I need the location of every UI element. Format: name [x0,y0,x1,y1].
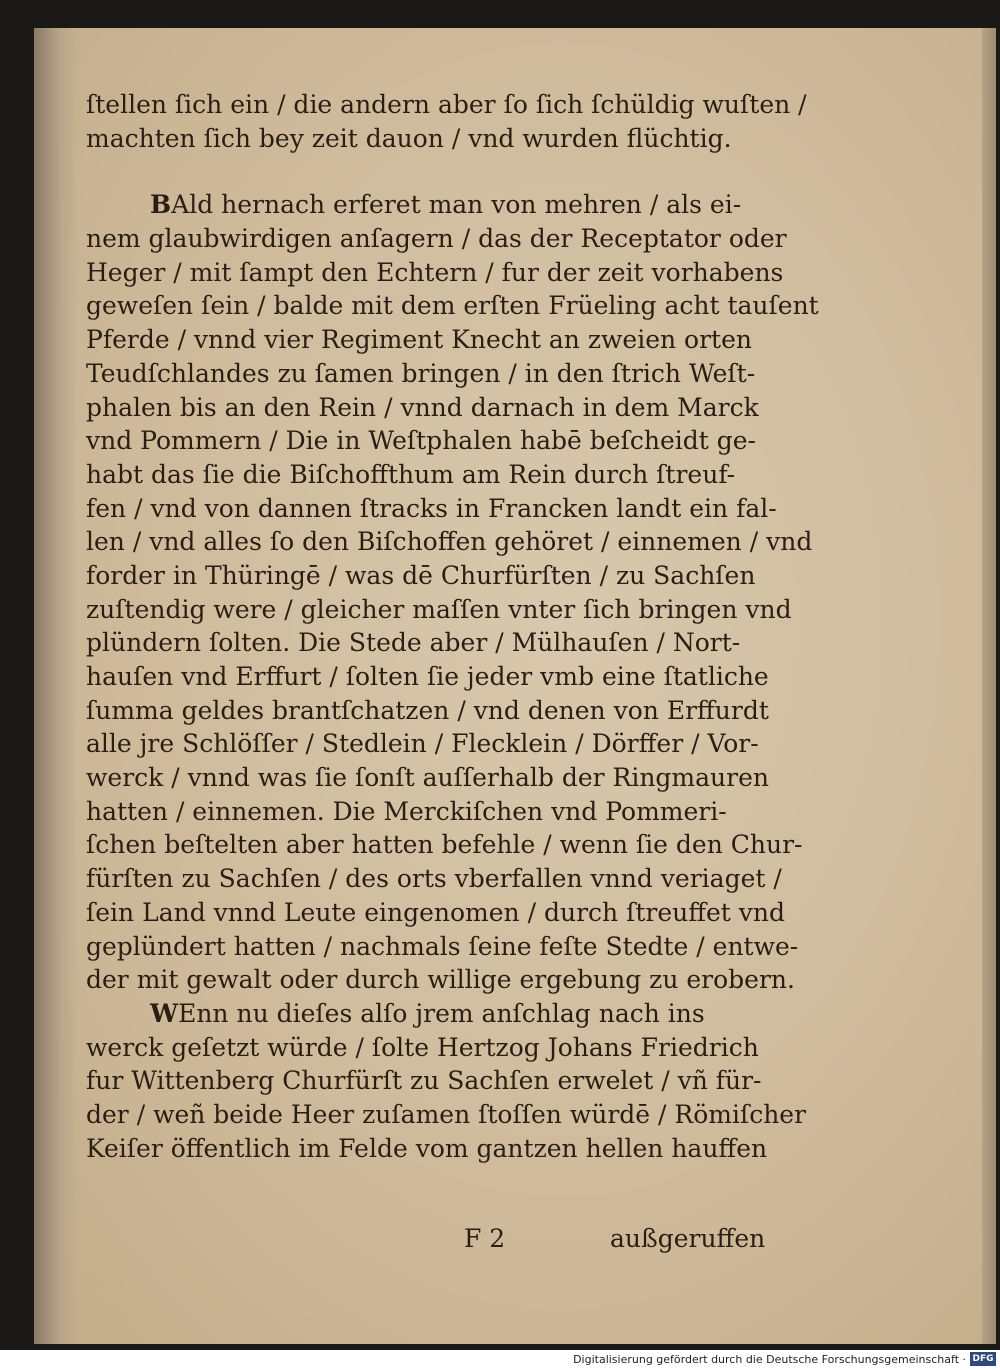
text-line: ſtellen ſich ein / die andern aber ſo ſich ſchüldig wuſten / [86,90,807,119]
text-line: vnd Pommern / Die in Weſtphalen habē beſcheidt ge- [86,426,756,456]
text-line: werck geſetzt würde / ſolte Hertzog Johans Friedrich [86,1032,759,1062]
text-line: zuſtendig were / gleicher maſſen vnter ſich bringen vnd [86,594,792,624]
page-text-block [86,88,819,1165]
text-line: hatten / einnemen. Die Merckiſchen vnd Pommeri- [86,796,727,826]
text-line: fen / vnd von dannen ſtracks in Francken landt ein fal- [86,493,777,523]
initial-letter: B [150,190,172,220]
book-page [34,28,996,1344]
text-line: werck / vnnd was ſie ſonſt auſſerhalb der Ringmauren [86,763,769,793]
funding-credit: Digitalisierung gefördert durch die Deutsche Forschungsgemeinschaft · [573,1353,966,1366]
text-line: geweſen ſein / balde mit dem erſten Früeling acht tauſent [86,291,819,321]
text-line: geplündert hatten / nachmals ſeine feſte Stedte / entwe- [86,931,799,961]
text-line: Teudſchlandes zu ſamen bringen / in den ſtrich Weſt- [86,358,756,388]
text-line: machten ſich bey zeit dauon / vnd wurden flüchtig. [86,123,732,153]
text-line: hauſen vnd Erffurt / ſolten ſie jeder vmb eine ſtatliche [86,662,769,691]
text-line: habt das ſie die Biſchoffthum am Rein durch ſtreuf- [86,459,736,489]
text-line: len / vnd alles ſo den Biſchoffen gehöret / einnemen / vnd [86,527,813,557]
text-line: Heger / mit ſampt den Echtern / fur der zeit vorhabens [86,257,784,287]
text-line: alle jre Schlöſſer / Stedlein / Flecklein / Dörffer / Vor- [86,729,759,759]
text-line: fur Wittenberg Churfürſt zu Sachſen erwelet / vñ für- [86,1066,762,1096]
signature-mark: F 2 [464,1224,506,1253]
text-line: plündern ſolten. Die Stede aber / Mülhauſen / Nort- [86,628,741,658]
text-line-content: Enn nu dieſes alſo jrem anſchlag nach ins [178,998,705,1028]
text-line: Pferde / vnnd vier Regiment Knecht an zweien orten [86,325,753,355]
text-line: der / weñ beide Heer zuſamen ſtoſſen würdē / Römiſcher [86,1099,807,1129]
text-line: der mit gewalt oder durch willige ergebung zu erobern. [86,965,795,995]
text-line: phalen bis an den Rein / vnnd darnach in dem Marck [86,392,759,422]
page-binding-edge [34,28,78,1344]
text-line: fürſten zu Sachſen / des orts vberfallen vnnd veriaget / [86,864,782,894]
footer-bar [0,1350,1000,1370]
page-right-edge [982,28,996,1344]
text-line: ſein Land vnnd Leute eingenomen / durch ſtreuffet vnd [86,897,785,927]
text-line [86,997,726,1031]
initial-letter: W [150,998,179,1028]
dfg-logo: DFG [970,1352,996,1366]
text-line [86,188,742,222]
text-line: ſchen beſtelten aber hatten befehle / wenn ſie den Chur- [86,830,803,860]
text-line: nem glaubwirdigen anſagern / das der Receptator oder [86,224,787,254]
catchword: außgeruffen [610,1224,766,1253]
text-line-content: Ald hernach erferet man von mehren / als ei- [171,190,742,220]
text-line: forder in Thüringē / was dē Churfürſten / zu Sachſen [86,560,756,590]
text-line: ſumma geldes brantſchatzen / vnd denen von Erffurdt [86,695,769,725]
paragraph-gap [86,155,726,188]
text-line: Keiſer öffentlich im Felde vom gantzen hellen hauffen [86,1133,768,1163]
